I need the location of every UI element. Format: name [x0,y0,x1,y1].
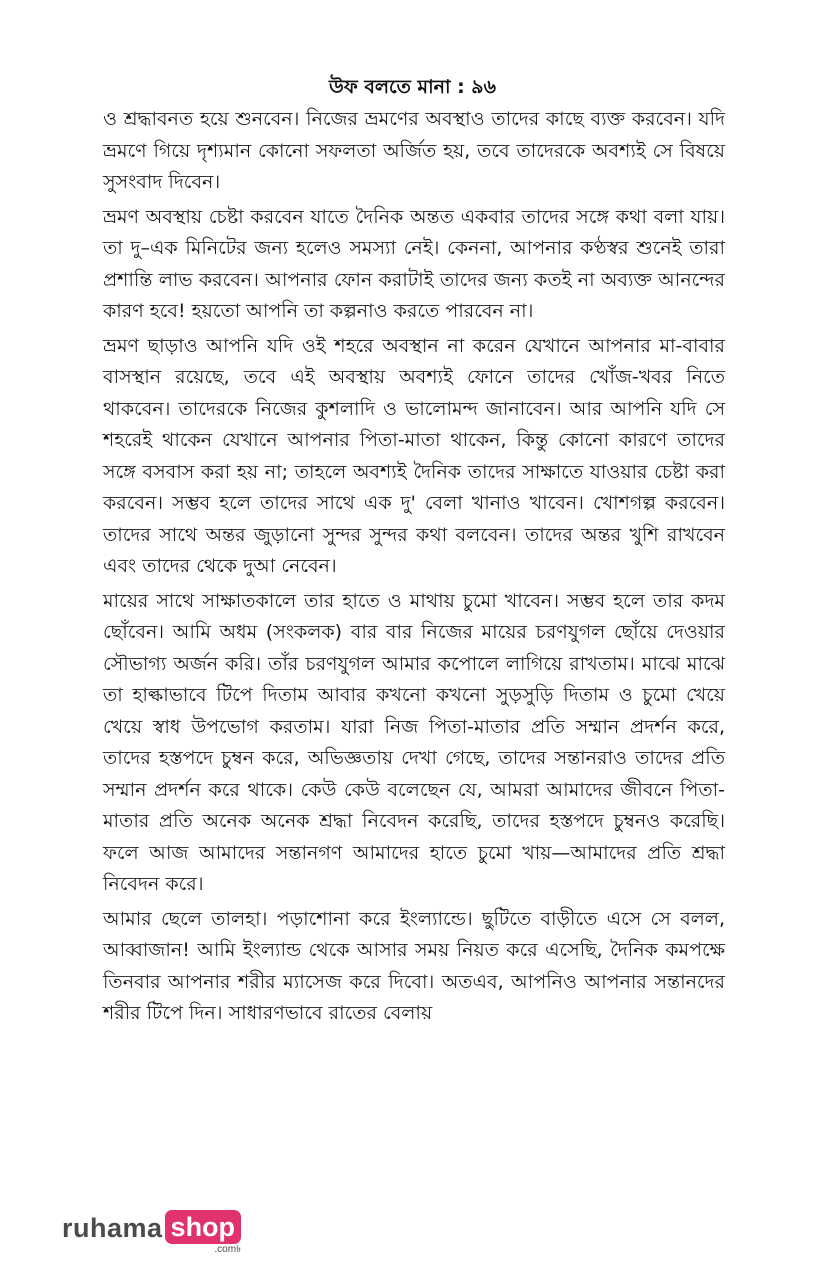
paragraph: মায়ের সাথে সাক্ষাতকালে তার হাতে ও মাথায় চুমো খাবেন। সম্ভব হলে তার কদম ছোঁবেন। আমি অধম (সংকলক) বার বার নিজের মায়ের চরণযুগল ছোঁয়ে দেওয়ার সৌভাগ্য অর্জন করি। তাঁর চরণযুগল আমার কপোলে লাগিয়ে রাখতাম। মাঝে মাঝে তা হাল্কাভাবে টিপে দিতাম আবার কখনো কখনো সুড়সুড়ি দিতাম ও চুমো খেয়ে খেয়ে স্বাধ উপভোগ করতাম। যারা নিজ পিতা-মাতার প্রতি সম্মান প্রদর্শন করে, তাদের হস্তপদে চুম্বন করে, অভিজ্ঞতায় দেখা গেছে, তাদের সন্তানরাও তাদের প্রতি সম্মান প্রদর্শন করে থাকে। কেউ কেউ বলেছেন যে, আমরা আমাদের জীবনে পিতা-মাতার প্রতি অনেক অনেক শ্রদ্ধা নিবেদন করেছি, তাদের হস্তপদে চুম্বনও করেছি। ফলে আজ আমাদের সন্তানগণ আমাদের হাতে চুমো খায়—আমাদের প্রতি শ্রদ্ধা নিবেদন করে। [103,589,725,895]
logo-ruhama-text: ruhama [62,1213,163,1243]
page-body [103,104,725,1033]
running-header: উফ বলতে মানা : ৯৬ [329,76,496,98]
logo-shop-text: shop [165,1210,242,1244]
logo-domain-text: .com৳ [214,1244,242,1255]
ruhamashop-logo [62,1210,242,1255]
logo-shop-badge [165,1210,242,1255]
paragraph: ভ্রমণ ছাড়াও আপনি যদি ওই শহরে অবস্থান না করেন যেখানে আপনার মা-বাবার বাসস্থান রয়েছে, তবে এই অবস্থায় অবশ্যই ফোনে তাদের খোঁজ-খবর নিতে থাকবেন। তাদেরকে নিজের কুশলাদি ও ভালোমন্দ জানাবেন। আর আপনি যদি সে শহরেই থাকেন যেখানে আপনার পিতা-মাতা থাকেন, কিন্তু কোনো কারণে তাদের সঙ্গে বসবাস করা হয় না; তাহলে অবশ্যই দৈনিক তাদের সাক্ষাতে যাওয়ার চেষ্টা করা করবেন। সম্ভব হলে তাদের সাথে এক দু' বেলা খানাও খাবেন। খোশগল্প করবেন। তাদের সাথে অন্তর জুড়ানো সুন্দর সুন্দর কথা বলবেন। তাদের অন্তর খুশি রাখবেন এবং তাদের থেকে দুআ নেবেন। [103,334,725,577]
paragraph: ও শ্রদ্ধাবনত হয়ে শুনবেন। নিজের ভ্রমণের অবস্থাও তাদের কাছে ব্যক্ত করবেন। যদি ভ্রমণে গিয়ে দৃশ্যমান কোনো সফলতা অর্জিত হয়, তবে তাদেরকে অবশ্যই সে বিষয়ে সুসংবাদ দিবেন। [103,108,725,193]
paragraph: ভ্রমণ অবস্থায় চেষ্টা করবেন যাতে দৈনিক অন্তত একবার তাদের সঙ্গে কথা বলা যায়। তা দু–এক মিনিটের জন্য হলেও সমস্যা নেই। কেননা, আপনার কণ্ঠস্বর শুনেই তারা প্রশান্তি লাভ করবেন। আপনার ফোন করাটাই তাদের জন্য কতই না অব্যক্ত আনন্দের কারণ হবে! হয়তো আপনি তা কল্পনাও করতে পারবেন না। [103,205,725,322]
paragraph: আমার ছেলে তালহা। পড়াশোনা করে ইংল্যান্ডে। ছুটিতে বাড়ীতে এসে সে বলল, আব্বাজান! আমি ইংল্যান্ড থেকে আসার সময় নিয়ত করে এসেছি, দৈনিক কমপক্ষে তিনবার আপনার শরীর ম্যাসেজ করে দিবো। অতএব, আপনিও আপনার সন্তানদের শরীর টিপে দিন। সাধারণভাবে রাতের বেলায় [103,907,725,1024]
